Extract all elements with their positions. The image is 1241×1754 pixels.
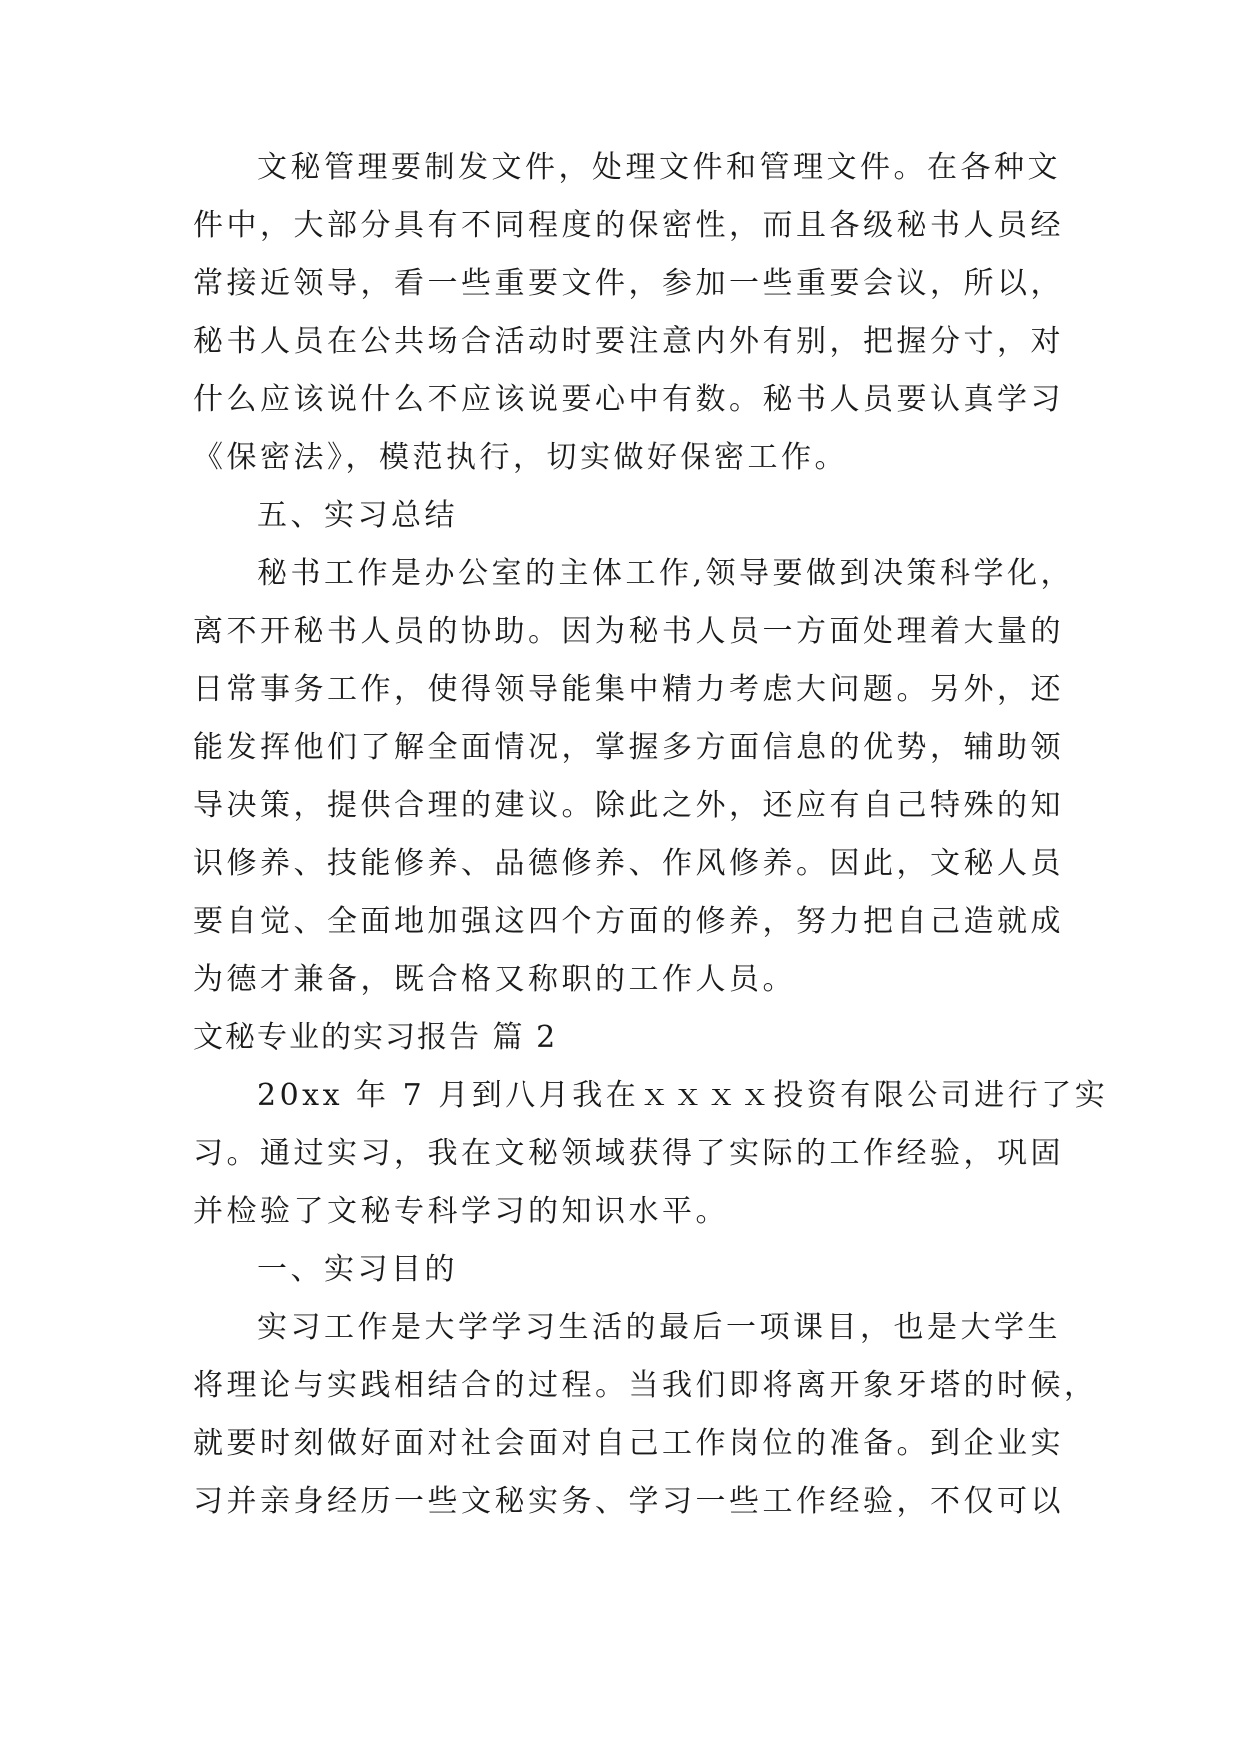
paragraph-line: 实习工作是大学学习生活的最后一项课目，也是大学生 [257, 1310, 1061, 1345]
paragraph-line: 为德才兼备，既合格又称职的工作人员。 [193, 962, 796, 997]
paragraph-line: 文秘管理要制发文件，处理文件和管理文件。在各种文 [257, 150, 1061, 185]
paragraph-line: 常接近领导，看一些重要文件，参加一些重要会议，所以， [193, 266, 1064, 301]
paragraph-line: 要自觉、全面地加强这四个方面的修养，努力把自己造就成 [193, 904, 1064, 939]
paragraph-line: 习。通过实习，我在文秘领域获得了实际的工作经验，巩固 [193, 1136, 1064, 1171]
section-heading: 一、实习目的 [257, 1252, 458, 1287]
paragraph-line: 将理论与实践相结合的过程。当我们即将离开象牙塔的时候， [193, 1368, 1098, 1403]
report-title: 文秘专业的实习报告 篇 2 [193, 1020, 558, 1055]
paragraph-line: 秘书人员在公共场合活动时要注意内外有别，把握分寸，对 [193, 324, 1064, 359]
paragraph-line: 识修养、技能修养、品德修养、作风修养。因此，文秘人员 [193, 846, 1064, 881]
paragraph-line: 导决策，提供合理的建议。除此之外，还应有自己特殊的知 [193, 788, 1064, 823]
paragraph-line: 日常事务工作，使得领导能集中精力考虑大问题。另外，还 [193, 672, 1064, 707]
paragraph-line: 秘书工作是办公室的主体工作,领导要做到决策科学化， [257, 556, 1075, 591]
paragraph-line: 离不开秘书人员的协助。因为秘书人员一方面处理着大量的 [193, 614, 1064, 649]
paragraph-line: 习并亲身经历一些文秘实务、学习一些工作经验，不仅可以 [193, 1484, 1064, 1519]
paragraph-line: 什么应该说什么不应该说要心中有数。秘书人员要认真学习 [193, 382, 1064, 417]
paragraph-line: 并检验了文秘专科学习的知识水平。 [193, 1194, 729, 1229]
paragraph-line: 就要时刻做好面对社会面对自己工作岗位的准备。到企业实 [193, 1426, 1064, 1461]
paragraph-line: 件中，大部分具有不同程度的保密性，而且各级秘书人员经 [193, 208, 1064, 243]
paragraph-line: 《保密法》，模范执行，切实做好保密工作。 [193, 440, 848, 475]
paragraph-line: 能发挥他们了解全面情况，掌握多方面信息的优势，辅助领 [193, 730, 1064, 765]
section-heading: 五、实习总结 [257, 498, 458, 533]
paragraph-line: 20xx 年 7 月到八月我在ｘｘｘｘ投资有限公司进行了实 [257, 1078, 1109, 1113]
